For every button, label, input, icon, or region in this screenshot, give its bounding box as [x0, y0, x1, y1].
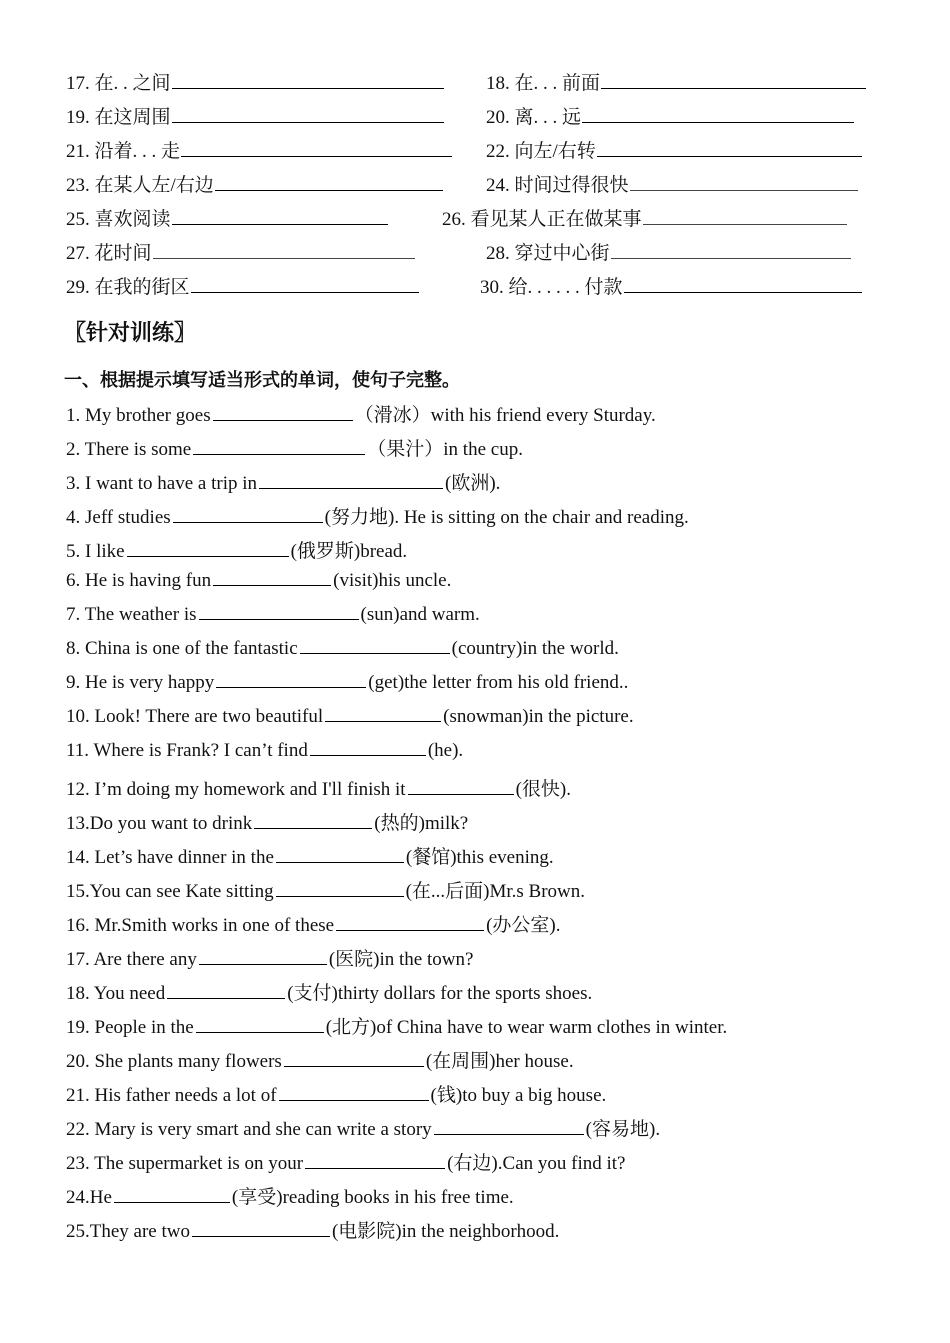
question-text: 3. I want to have a trip in — [66, 473, 258, 494]
question-text: .Can you find it? — [497, 1153, 626, 1174]
vocab-row — [0, 238, 950, 272]
answer-blank[interactable] — [624, 291, 862, 293]
question-item — [66, 434, 523, 461]
question-text: 17. Are there any — [66, 949, 197, 970]
answer-blank[interactable] — [199, 963, 327, 965]
question-item — [66, 502, 689, 529]
question-item — [66, 536, 407, 563]
question-item — [66, 910, 561, 937]
answer-blank[interactable] — [127, 555, 289, 557]
question-hint: （滑冰） — [354, 405, 431, 426]
answer-blank[interactable] — [191, 291, 419, 293]
question-hint: (钱) — [430, 1085, 463, 1106]
answer-blank[interactable] — [193, 453, 365, 455]
question-hint: (snowman) — [443, 706, 529, 727]
vocab-item — [480, 272, 862, 299]
question-text: 21. His father needs a lot of — [66, 1085, 277, 1106]
question-text: thirty dollars for the sports shoes. — [337, 983, 593, 1004]
vocab-prompt: 20. 离. . . 远 — [486, 107, 582, 128]
answer-blank[interactable] — [310, 754, 426, 756]
question-text: 20. She plants many flowers — [66, 1051, 282, 1072]
question-hint: (很快) — [515, 779, 567, 800]
question-item — [66, 1080, 606, 1107]
answer-blank[interactable] — [215, 189, 443, 191]
section-title: 〖针对训练〗 — [64, 321, 197, 346]
question-text: . He is sitting on the chair and reading. — [394, 507, 689, 528]
answer-blank[interactable] — [153, 257, 415, 259]
question-text: Mr.s Brown. — [489, 881, 586, 902]
question-hint: (俄罗斯) — [290, 541, 361, 562]
question-hint: (sun) — [360, 604, 400, 625]
vocab-prompt: 30. 给. . . . . . 付款 — [480, 277, 623, 298]
answer-blank[interactable] — [597, 155, 862, 157]
answer-blank[interactable] — [601, 87, 866, 89]
question-item — [66, 876, 585, 903]
vocab-row — [0, 204, 950, 238]
answer-blank[interactable] — [611, 257, 851, 259]
vocab-row — [0, 170, 950, 204]
answer-blank[interactable] — [192, 1235, 330, 1237]
question-text: in the neighborhood. — [401, 1221, 560, 1242]
question-item — [66, 1012, 727, 1039]
question-text: the letter from his old friend.. — [404, 672, 629, 693]
answer-blank[interactable] — [582, 121, 854, 123]
question-item — [66, 570, 451, 592]
question-hint: (餐馆) — [405, 847, 457, 868]
question-text: 7. The weather is — [66, 604, 197, 625]
question-item — [66, 944, 473, 971]
question-hint: (he) — [427, 740, 459, 761]
question-text: in the town? — [379, 949, 474, 970]
answer-blank[interactable] — [259, 487, 443, 489]
question-text: 6. He is having fun — [66, 570, 212, 591]
question-text: 4. Jeff studies — [66, 507, 171, 528]
answer-blank[interactable] — [276, 861, 404, 863]
question-text: 16. Mr.Smith works in one of these — [66, 915, 335, 936]
question-text: reading books in his free time. — [282, 1187, 514, 1208]
vocab-item — [66, 136, 452, 163]
question-item — [66, 740, 463, 762]
question-item — [66, 400, 656, 427]
vocab-prompt: 19. 在这周围 — [66, 107, 171, 128]
vocab-item — [66, 68, 444, 95]
vocab-item — [66, 102, 444, 129]
question-text: of China have to wear warm clothes in winter. — [376, 1017, 728, 1038]
vocab-prompt: 28. 穿过中心街 — [486, 243, 610, 264]
question-hint: (医院) — [328, 949, 380, 970]
question-text: 5. I like — [66, 541, 125, 562]
vocab-item — [486, 170, 858, 197]
answer-blank[interactable] — [408, 793, 514, 795]
question-hint: (get) — [368, 672, 405, 693]
question-text: 22. Mary is very smart and she can write a story — [66, 1119, 432, 1140]
question-text: 14. Let’s have dinner in the — [66, 847, 274, 868]
question-hint: (办公室) — [486, 915, 556, 936]
question-hint: (支付) — [287, 983, 338, 1004]
vocab-prompt: 21. 沿着. . . 走 — [66, 141, 181, 162]
answer-blank[interactable] — [336, 929, 484, 931]
vocab-prompt: 29. 在我的街区 — [66, 277, 190, 298]
answer-blank[interactable] — [213, 419, 353, 421]
question-text: this evening. — [456, 847, 554, 868]
question-text: his uncle. — [378, 570, 452, 591]
question-text: 8. China is one of the fantastic — [66, 638, 298, 659]
answer-blank[interactable] — [173, 521, 323, 523]
question-text: her house. — [495, 1051, 574, 1072]
question-text: 19. People in the — [66, 1017, 194, 1038]
question-hint: (享受) — [231, 1187, 283, 1208]
answer-blank[interactable] — [305, 1167, 445, 1169]
question-text: and warm. — [399, 604, 480, 625]
question-text: 9. He is very happy — [66, 672, 215, 693]
vocab-item — [486, 68, 866, 95]
answer-blank[interactable] — [199, 618, 359, 620]
answer-blank[interactable] — [279, 1099, 429, 1101]
question-text: 15.You can see Kate sitting — [66, 881, 274, 902]
question-text: bread. — [360, 541, 408, 562]
vocab-prompt: 22. 向左/右转 — [486, 141, 596, 162]
question-item — [66, 1046, 574, 1073]
vocab-prompt: 24. 时间过得很快 — [486, 175, 629, 196]
question-text: 10. Look! There are two beautiful — [66, 706, 324, 727]
answer-blank[interactable] — [254, 827, 372, 829]
answer-blank[interactable] — [172, 87, 444, 89]
question-item — [66, 1216, 559, 1243]
answer-blank[interactable] — [181, 155, 452, 157]
question-text: in the cup. — [443, 439, 523, 460]
vocab-item — [66, 170, 443, 197]
answer-blank[interactable] — [167, 997, 285, 999]
vocab-item — [486, 238, 851, 265]
answer-blank[interactable] — [213, 584, 331, 586]
question-text: 18. You need — [66, 983, 166, 1004]
vocab-prompt: 17. 在. . 之间 — [66, 73, 171, 94]
question-item — [66, 774, 571, 801]
vocab-prompt: 23. 在某人左/右边 — [66, 175, 214, 196]
question-hint: (努力地) — [324, 507, 395, 528]
vocab-row — [0, 68, 950, 102]
vocab-prompt: 25. 喜欢阅读 — [66, 209, 171, 230]
answer-blank[interactable] — [276, 895, 404, 897]
answer-blank[interactable] — [172, 121, 444, 123]
answer-blank[interactable] — [216, 686, 366, 688]
question-item — [66, 1148, 625, 1175]
question-hint: (热的) — [374, 813, 425, 834]
question-hint: (电影院) — [331, 1221, 402, 1242]
question-hint: (北方) — [325, 1017, 377, 1038]
vocab-item — [442, 204, 847, 231]
question-hint: (容易地) — [585, 1119, 656, 1140]
question-text: milk? — [424, 813, 469, 834]
question-text: 1. My brother goes — [66, 405, 211, 426]
question-item — [66, 978, 592, 1005]
answer-blank[interactable] — [643, 223, 847, 225]
question-item — [66, 1114, 660, 1141]
question-hint: (country) — [451, 638, 523, 659]
question-text: 2. There is some — [66, 439, 192, 460]
vocab-prompt: 26. 看见某人正在做某事 — [442, 209, 642, 230]
vocab-row — [0, 136, 950, 170]
answer-blank[interactable] — [300, 652, 450, 654]
question-text: . — [495, 473, 501, 494]
vocab-row — [0, 102, 950, 136]
question-text: 11. Where is Frank? I can’t find — [66, 740, 308, 761]
answer-blank[interactable] — [434, 1133, 584, 1135]
question-item — [66, 604, 480, 626]
answer-blank[interactable] — [114, 1201, 230, 1203]
vocab-prompt: 27. 花时间 — [66, 243, 152, 264]
question-hint: （果汁） — [367, 439, 444, 460]
question-hint: (右边) — [447, 1153, 498, 1174]
vocab-item — [66, 204, 388, 231]
question-item — [66, 1182, 514, 1209]
question-item — [66, 808, 468, 835]
vocab-item — [486, 136, 862, 163]
answer-blank[interactable] — [284, 1065, 424, 1067]
question-item — [66, 468, 500, 495]
answer-blank[interactable] — [325, 720, 441, 722]
part-title: 一、根据提示填写适当形式的单词，使句子完整。 — [64, 370, 460, 391]
question-text: 12. I’m doing my homework and I'll finish it — [66, 779, 406, 800]
question-text: . — [566, 779, 571, 800]
vocab-prompt: 18. 在. . . 前面 — [486, 73, 601, 94]
question-text: . — [655, 1119, 661, 1140]
answer-blank[interactable] — [172, 223, 388, 225]
question-item — [66, 672, 628, 694]
vocab-item — [486, 102, 854, 129]
question-hint: (在周围) — [425, 1051, 496, 1072]
question-text: 24.He — [66, 1187, 112, 1208]
answer-blank[interactable] — [196, 1031, 324, 1033]
vocab-row — [0, 272, 950, 306]
question-text: 23. The supermarket is on your — [66, 1153, 304, 1174]
question-text: to buy a big house. — [462, 1085, 607, 1106]
question-text: . — [458, 740, 464, 761]
question-hint: (visit) — [333, 570, 379, 591]
question-hint: (欧洲) — [445, 473, 496, 494]
question-text: in the picture. — [528, 706, 634, 727]
question-text: 25.They are two — [66, 1221, 190, 1242]
vocab-item — [66, 238, 415, 265]
question-item — [66, 842, 554, 869]
answer-blank[interactable] — [630, 189, 858, 191]
question-text: in the world. — [522, 638, 619, 659]
vocab-item — [66, 272, 419, 299]
question-text: 13.Do you want to drink — [66, 813, 253, 834]
question-text: with his friend every Sturday. — [430, 405, 656, 426]
question-item — [66, 706, 634, 728]
question-text: . — [555, 915, 561, 936]
question-item — [66, 638, 619, 660]
question-hint: (在...后面) — [405, 881, 490, 902]
